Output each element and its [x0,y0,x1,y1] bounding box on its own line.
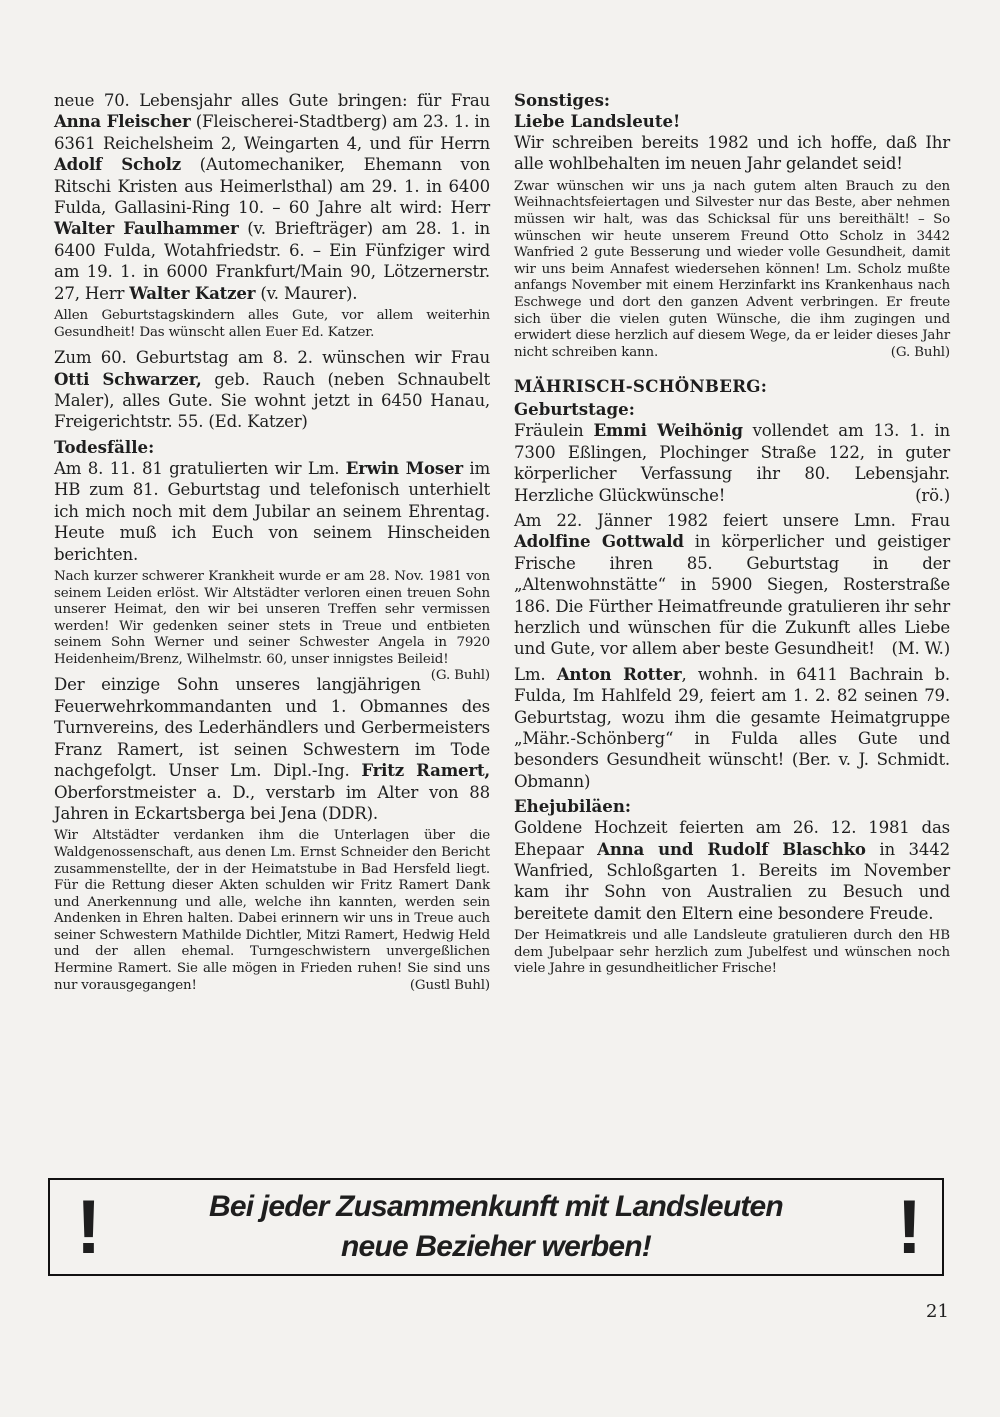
paragraph [54,568,490,684]
text-segment: Der Heimatkreis und alle Landsleute gratulieren durch den HB dem Jubelpaar sehr herzlich zum Jubelfest und wünschen noch viele Jahre in gesundheitlicher Frische! [514,928,950,977]
text-segment: Wir schreiben bereits 1982 und ich hoffe, daß Ihr alle wohlbehalten im neuen Jahr gelandet seid! [514,133,950,174]
text-segment: Wir Altstädter verdanken ihm die Unterlagen über die Waldgenossenschaft, aus denen Lm. Ernst Schneider den Bericht zusammenstellte, der in der Heimatstube in Bad Hersfeld liegt. Für die Rettung dieser Akten schulden wir Fritz Ramert Dank und Anerkennung und alle, welche ihn kannten, werden sein Andenken in Ehren halten. Dabei erinnern wir uns in Treue auch seiner Schwestern Mathilde Dichtler, Mitzi Ramert, Hedwig Held und der allen ehemal. Turngeschwistern unvergeßlichen Hermine Ramert. Sie alle mögen in Frieden ruhen! Sie sind uns nur vorausgegangen! [54,828,490,993]
signature: (G. Buhl) [890,344,950,360]
signature: (M. W.) [891,639,950,659]
bold-name: Anna und Rudolf Blaschko [597,838,866,859]
text-segment: Am 8. 11. 81 gratulierten wir Lm. [54,458,346,478]
subheading [514,90,950,111]
text-segment: Zwar wünschen wir uns ja nach gutem alten Brauch zu den Weihnachtsfeiertagen und Silvester nur das Beste, aber nehmen müssen wir halt, was das Schicksal für uns bereithält! – So wünschen wir heute unserem Freund Otto Scholz in 3442 Wanfried 2 gute Besserung und wieder volle Gesundheit, damit wir uns beim Annafest wiedersehen können! Lm. Scholz mußte anfangs November mit einem Herzinfarkt ins Krankenhaus nach Eschwege und dort den ganzen Advent verbringen. Er freute sich über die vielen guten Wünsche, die ihm zugingen und erwidert diese herzlich auf diesem Wege, da er leider dieses Jahr nicht schreiben kann. [514,178,950,360]
paragraph [514,817,950,924]
paragraph [54,90,490,304]
bold-name: Emmi Weihönig [593,420,743,441]
subheading [514,399,950,420]
text-segment: Todesfälle: [54,436,155,457]
text-segment: Der einzige Sohn unseres langjährigen Feuerwehrkommandanten und 1. Obmannes des Turnvereins, des Lederhändlers und Gerbermeisters Franz Ramert, ist seinen Schwestern im Tode nachgefolgt. Unser Lm. Dipl.-Ing. [54,675,490,781]
text-segment: vollendet am 13. 1. in 7300 Eßlingen, Plochinger Straße 122, in guter körperlicher Verfassung ihr 80. Lebensjahr. Herzliche Glückwünsche! [514,421,951,505]
text-segment: Fräulein [514,421,594,441]
paragraph [54,308,490,341]
paragraph [54,828,490,994]
subheading [514,111,950,132]
bold-name: Walter Katzer [129,282,256,303]
text-segment: neue 70. Lebensjahr alles Gute bringen: für Frau [54,91,490,110]
paragraph [514,132,950,175]
text-segment: , wohnh. in 6411 Bachrain b. Fulda, Im Hahlfeld 29, feiert am 1. 2. 82 seinen 79. Geburtstag, wozu ihm die gesamte Heimatgruppe „Mähr.-Schönberg“ in Fulda alles Gute und besonders Gesundheit wünscht! (Ber. v. J. Schmidt. Obmann) [514,664,950,791]
paragraph [54,458,490,565]
text-segment: Lm. [514,664,557,684]
text-segment: Nach kurzer schwerer Krankheit wurde er am 28. Nov. 1981 von seinem Leiden erlöst. Wir Altstädter verloren einen treuen Sohn unserer Heimat, den wir bei unseren Treffen sehr vermissen werden! Wir gedenken seiner stets in Treue und entbieten seinem Sohn Werner und seiner Schwester Angela in 7920 Heidenheim/Brenz, Wilhelmstr. 60, unser innigstes Beileid! [54,568,490,667]
text-segment: im HB zum 81. Geburtstag und telefonisch unterhielt ich mich noch mit dem Jubilar an seinem Ehrentag. Heute muß ich Euch von seinem Hinscheiden berichten. [54,458,491,564]
bold-name: Erwin Moser [345,457,463,478]
left-column [54,90,490,1000]
text-segment: (Automechaniker, Ehemann von Ritschi Kristen aus Heimerlsthal) am 29. 1. in 6400 Fulda, Gallasini-Ring 10. – 60 Jahre alt wird: Herr [54,155,490,218]
bold-name: Walter Faulhammer [54,218,239,239]
paragraph [54,674,490,824]
paragraph [514,179,950,362]
text-segment: geb. Rauch (neben Schnaubelt Maler), alles Gute. Sie wohnt jetzt in 6450 Hanau, Freigerichtstr. 55. (Ed. Katzer) [54,369,491,432]
paragraph [514,510,950,660]
text-segment: in 3442 Wanfried, Schloßgarten 1. Bereits im November kam ihr Sohn von Australien zu Besuch und bereitete damit den Eltern eine besondere Freude. [514,839,950,923]
banner-line-2: neue Bezieher werben! [341,1230,651,1263]
text-segment: in körperlicher und geistiger Frische ihren 85. Geburtstag in der „Altenwohnstätte“ in 5900 Siegen, Rosterstraße 186. Die Fürther Heimatfreunde gratulieren ihr sehr herzlich und wünschen für die Zukunft alles Liebe und Gute, vor allem aber beste Gesundheit! [514,532,950,659]
paragraph [54,347,490,433]
right-column [514,90,950,984]
signature: (G. Buhl) [430,668,490,684]
page-number: 21 [926,1301,949,1322]
signature: (Gustl Buhl) [409,977,490,993]
bold-name: Adolfine Gottwald [514,531,684,552]
bold-name: Anton Rotter [556,663,682,684]
text-segment: MÄHRISCH-SCHÖNBERG: [514,376,768,397]
text-segment: (v. Maurer). [255,283,358,303]
text-segment: (Fleischerei-Stadtberg) am 23. 1. in 6361 Reichelsheim 2, Weingarten 4, und für Herrn [54,112,490,153]
exclamation-icon-right: ! [896,1185,922,1270]
bold-name: Otti Schwarzer, [54,368,202,389]
text-segment: Liebe Landsleute! [514,111,681,131]
exclamation-icon-left: ! [76,1185,102,1270]
banner-line-1: Bei jeder Zusammenkunft mit Landsleuten [209,1190,783,1223]
text-segment: Zum 60. Geburtstag am 8. 2. wünschen wir Frau [54,348,490,368]
advertisement-banner [48,1178,944,1276]
text-segment: Geburtstage: [514,399,635,420]
text-segment: Am 22. Jänner 1982 feiert unsere Lmn. Frau [514,510,950,530]
text-segment: Sonstiges: [514,90,611,110]
paragraph [514,928,950,978]
paragraph [514,420,950,506]
subheading [54,437,490,458]
text-segment: Goldene Hochzeit feierten am 26. 12. 1981 das Ehepaar [514,818,950,859]
paragraph [514,664,950,792]
bold-name: Adolf Scholz [54,154,181,175]
subheading [514,796,950,817]
section-heading [514,375,950,397]
text-segment: Allen Geburtstagskindern alles Gute, vor allem weiterhin Gesundheit! Das wünscht allen Euer Ed. Katzer. [54,308,490,340]
text-segment: Oberforstmeister a. D., verstarb im Alter von 88 Jahren in Eckartsberga bei Jena (DDR). [54,782,490,823]
text-segment: (v. Briefträger) am 28. 1. in 6400 Fulda, Wotahfriedstr. 6. – Ein Fünfziger wird am 19. 1. in 6000 Frankfurt/Main 90, Lötzernerstr. 27, Herr [54,219,490,303]
bold-name: Fritz Ramert, [361,760,490,781]
text-segment: Ehejubiläen: [514,796,632,817]
signature: (rö.) [915,485,950,505]
bold-name: Anna Fleischer [54,111,191,132]
